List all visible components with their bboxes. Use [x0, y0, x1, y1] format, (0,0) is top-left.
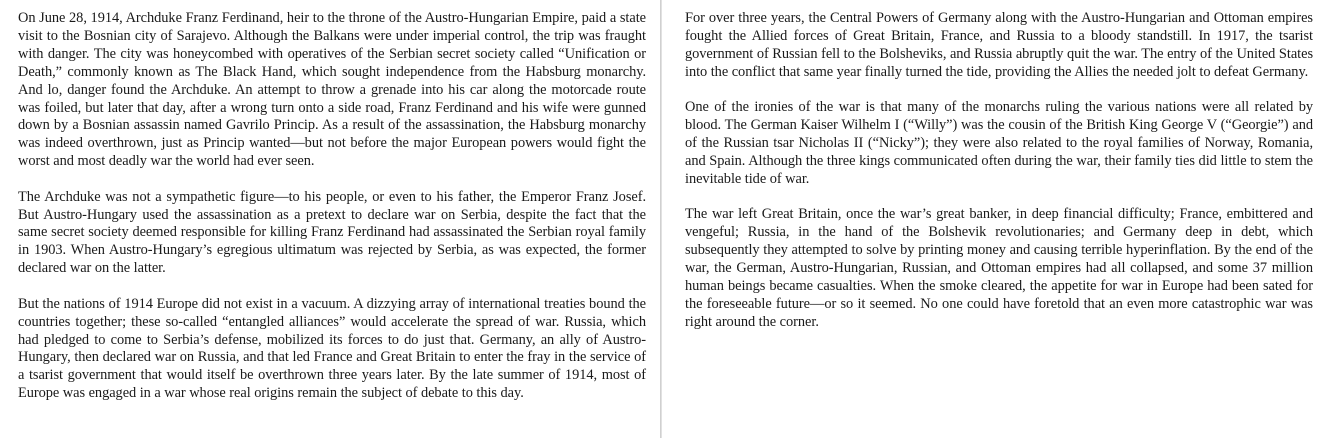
- paragraph-entangled-alliances: But the nations of 1914 Europe did not exist in a vacuum. A dizzying array of international treaties bound the countries together; these so-called “entangled alliances” would accelerate the spread of war. Russia, which had pledged to come to Serbia’s defense, mobilized its forces to do just that. Germany, an ally of Austro-Hungary, then declared war on Russia, and that led France and Great Britain to enter the fray in the service of a tsarist government that would itself be overthrown three years later. By the late summer of 1914, most of Europe was engaged in a war whose real origins remain the subject of debate to this day.: [18, 295, 646, 402]
- paragraph-sarajevo-assassination: On June 28, 1914, Archduke Franz Ferdinand, heir to the throne of the Austro-Hungarian Empire, paid a state visit to the Bosnian city of Sarajevo. Although the Balkans were under imperial control, the trip was fraught with danger. The city was honeycombed with operatives of the Serbian secret society called “Unification or Death,” commonly known as The Black Hand, which sought independence from the Habsburg monarchy. And lo, danger found the Archduke. An attempt to throw a grenade into his car along the motorcade route was foiled, but later that day, after a wrong turn onto a side road, Franz Ferdinand and his wife were gunned down by a Bosnian assassin named Gavrilo Princip. As a result of the assassination, the Habsburg monarchy was indeed overthrown, just as Princip wanted—but not before the major European powers would fight the worst and most deadly war the world had ever seen.: [18, 10, 646, 170]
- left-page: [0, 0, 660, 438]
- paragraph-archduke-figure: The Archduke was not a sympathetic figure—to his people, or even to his father, the Emperor Franz Josef. But Austro-Hungary used the assassination as a pretext to declare war on Serbia, despite the fact that the same secret society deemed responsible for killing Franz Ferdinand had assassinated the Serbian royal family in 1903. When Austro-Hungary’s egregious ultimatum was rejected by Serbia, as was expected, the former declared war on the latter.: [18, 188, 646, 277]
- right-page: [662, 0, 1323, 438]
- paragraph-aftermath: The war left Great Britain, once the war’s great banker, in deep financial difficulty; France, embittered and vengeful; Russia, in the hand of the Bolshevik revolutionaries; and Germany deep in debt, which subsequently they attempted to solve by printing money and causing terrible hyperinflation. By the end of the war, the German, Austro-Hungarian, Russian, and Ottoman empires had all collapsed, and some 37 million human beings became casualties. When the smoke cleared, the appetite for war in Europe had been sated for the foreseeable future—or so it seemed. No one could have foretold that an even more catastrophic war was right around the corner.: [685, 206, 1313, 330]
- paragraph-related-monarchs: One of the ironies of the war is that many of the monarchs ruling the various nations were all related by blood. The German Kaiser Wilhelm I (“Willy”) was the cousin of the British King George V (“Georgie”) and of the Russian tsar Nicholas II (“Nicky”); they were also related to the royal families of Norway, Romania, and Spain. Although the three kings communicated often during the war, their family ties did little to stem the inevitable tide of war.: [685, 99, 1313, 187]
- paragraph-central-powers: For over three years, the Central Powers of Germany along with the Austro-Hungarian and Ottoman empires fought the Allied forces of Great Britain, France, and Russia to a bloody standstill. In 1917, the tsarist government of Russian fell to the Bolsheviks, and Russia abruptly quit the war. The entry of the United States into the conflict that same year finally turned the tide, providing the Allies the needed jolt to defeat Germany.: [685, 10, 1313, 80]
